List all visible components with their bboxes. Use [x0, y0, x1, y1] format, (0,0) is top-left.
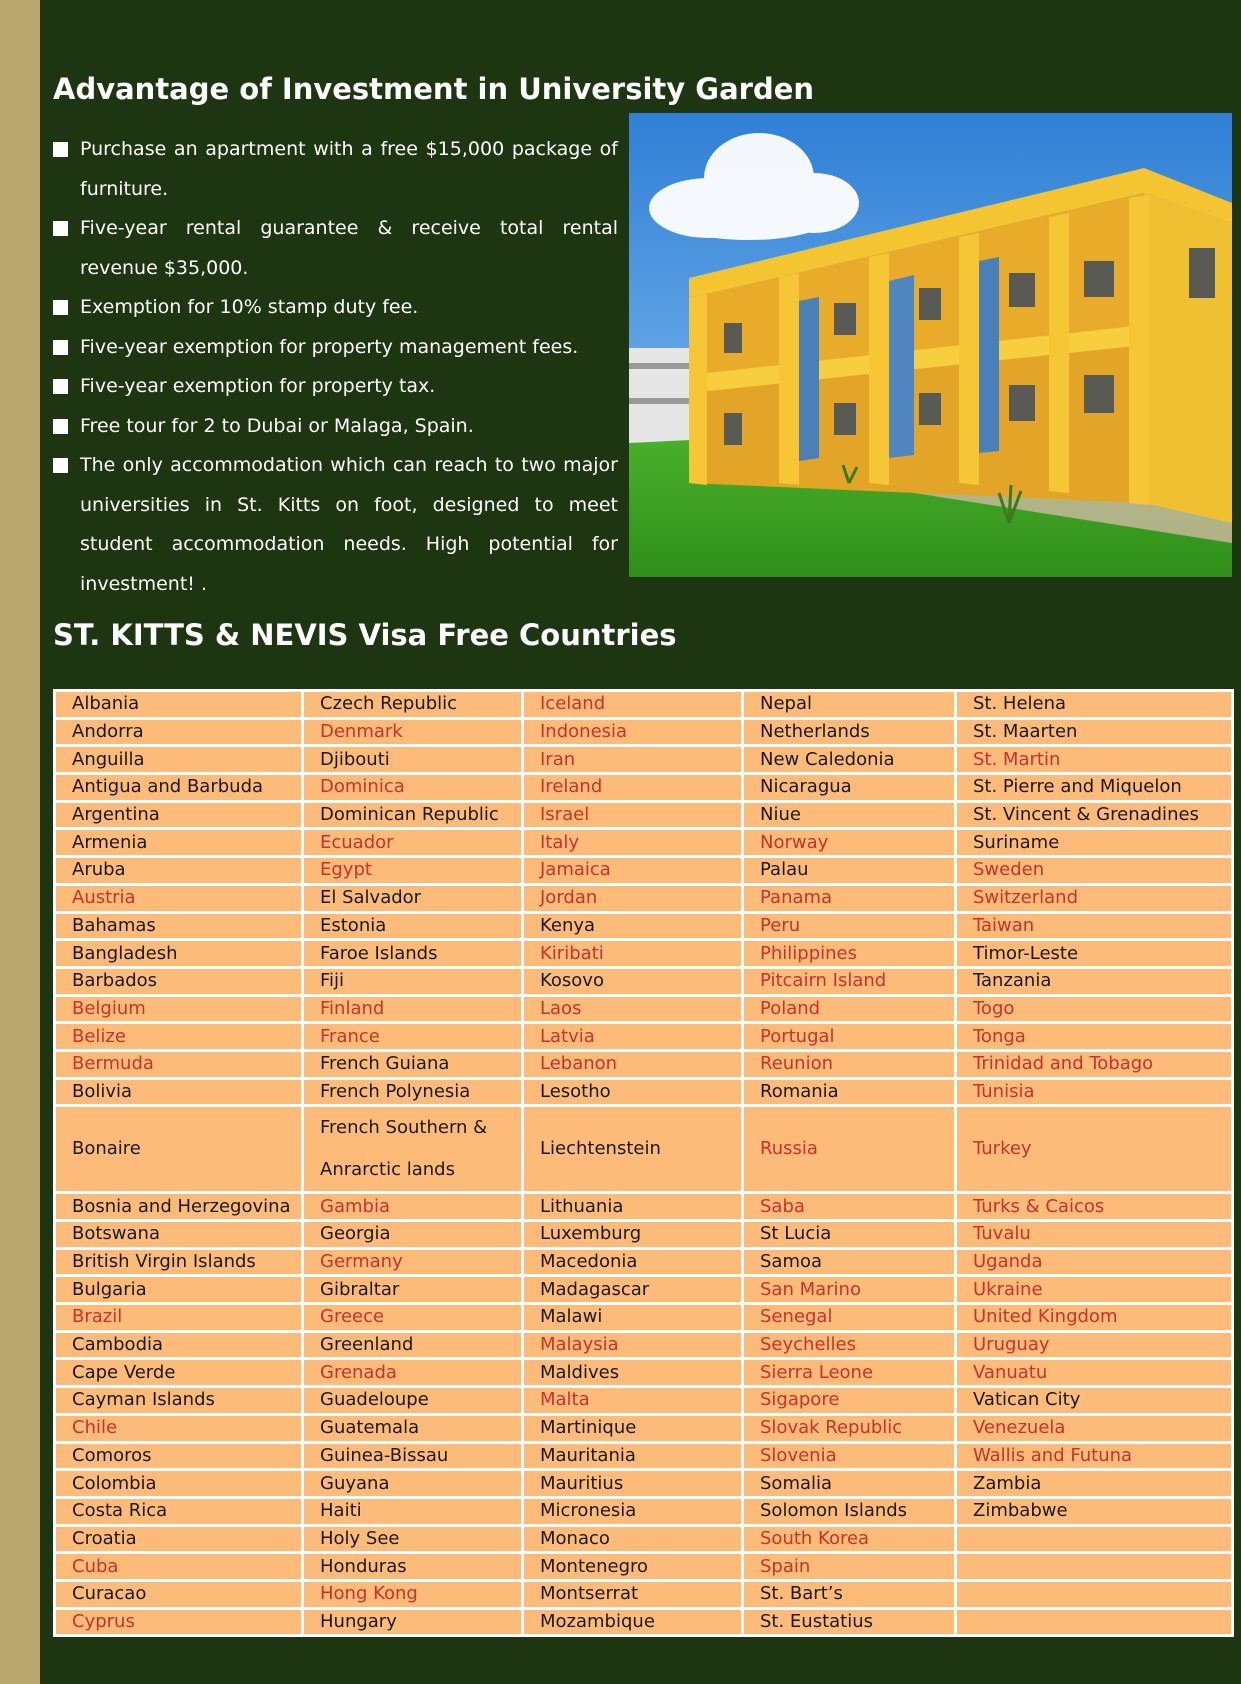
country-cell: Tanzania	[957, 969, 1231, 994]
country-cell: Faroe Islands	[304, 941, 521, 966]
country-cell: Hungary	[304, 1610, 521, 1635]
country-cell: Saba	[744, 1194, 954, 1219]
country-cell: Portugal	[744, 1024, 954, 1049]
country-cell: St. Pierre and Miquelon	[957, 775, 1231, 800]
country-cell: Monaco	[524, 1527, 741, 1552]
advantage-title: Advantage of Investment in University Garden	[53, 72, 815, 106]
advantage-bullet: Five-year exemption for property management fees.	[53, 328, 618, 368]
country-cell: Colombia	[56, 1471, 301, 1496]
country-cell: Dominica	[304, 775, 521, 800]
country-cell: Senegal	[744, 1305, 954, 1330]
country-cell: Tunisia	[957, 1080, 1231, 1105]
country-cell: Palau	[744, 858, 954, 883]
country-cell: Bolivia	[56, 1080, 301, 1105]
country-cell: Sierra Leone	[744, 1360, 954, 1385]
table-row	[56, 1333, 1231, 1358]
country-cell: Bulgaria	[56, 1277, 301, 1302]
country-cell: Jamaica	[524, 858, 741, 883]
country-cell: Botswana	[56, 1222, 301, 1247]
country-cell: Martinique	[524, 1416, 741, 1441]
country-cell: Fiji	[304, 969, 521, 994]
country-cell: Seychelles	[744, 1333, 954, 1358]
country-cell: Cyprus	[56, 1610, 301, 1635]
country-cell: Solomon Islands	[744, 1499, 954, 1524]
country-cell	[957, 1554, 1231, 1579]
country-cell: French Southern & Anrarctic lands	[304, 1107, 521, 1191]
country-cell: St. Helena	[957, 692, 1231, 717]
country-cell: Romania	[744, 1080, 954, 1105]
country-cell: Estonia	[304, 914, 521, 939]
country-cell: Guinea-Bissau	[304, 1444, 521, 1469]
country-cell: Montenegro	[524, 1554, 741, 1579]
country-cell: Argentina	[56, 803, 301, 828]
country-cell: Israel	[524, 803, 741, 828]
table-row	[56, 1554, 1231, 1579]
country-cell: Chile	[56, 1416, 301, 1441]
table-row	[56, 969, 1231, 994]
table-row	[56, 1080, 1231, 1105]
country-cell: Montserrat	[524, 1582, 741, 1607]
country-cell: Nicaragua	[744, 775, 954, 800]
country-cell: Curacao	[56, 1582, 301, 1607]
country-cell: Mozambique	[524, 1610, 741, 1635]
country-cell: Samoa	[744, 1250, 954, 1275]
country-cell: Lithuania	[524, 1194, 741, 1219]
country-cell: Malta	[524, 1388, 741, 1413]
country-cell: Taiwan	[957, 914, 1231, 939]
country-cell: Aruba	[56, 858, 301, 883]
building-photo	[629, 113, 1232, 577]
country-cell: Vanuatu	[957, 1360, 1231, 1385]
country-cell: Belgium	[56, 997, 301, 1022]
country-cell: Wallis and Futuna	[957, 1444, 1231, 1469]
country-cell: Togo	[957, 997, 1231, 1022]
country-cell: Timor-Leste	[957, 941, 1231, 966]
country-cell: Maldives	[524, 1360, 741, 1385]
country-cell: Kiribati	[524, 941, 741, 966]
table-row	[56, 1499, 1231, 1524]
country-cell: St Lucia	[744, 1222, 954, 1247]
country-cell: Bangladesh	[56, 941, 301, 966]
country-cell: Turks & Caicos	[957, 1194, 1231, 1219]
table-row	[56, 1305, 1231, 1330]
table-row	[56, 1250, 1231, 1275]
country-cell: Jordan	[524, 886, 741, 911]
table-row	[56, 1388, 1231, 1413]
country-cell: Armenia	[56, 830, 301, 855]
country-cell: St. Bart’s	[744, 1582, 954, 1607]
country-cell: Micronesia	[524, 1499, 741, 1524]
country-cell: Somalia	[744, 1471, 954, 1496]
advantage-bullet: Purchase an apartment with a free $15,000 package of furniture.	[53, 130, 618, 209]
country-cell: Norway	[744, 830, 954, 855]
country-cell: Austria	[56, 886, 301, 911]
visa-table-body	[56, 692, 1231, 1634]
country-cell: Anguilla	[56, 747, 301, 772]
country-cell: St. Vincent & Grenadines	[957, 803, 1231, 828]
country-cell: British Virgin Islands	[56, 1250, 301, 1275]
country-cell: Vatican City	[957, 1388, 1231, 1413]
country-cell: Latvia	[524, 1024, 741, 1049]
country-cell: Cuba	[56, 1554, 301, 1579]
country-cell: Finland	[304, 997, 521, 1022]
country-cell: Antigua and Barbuda	[56, 775, 301, 800]
table-row	[56, 1610, 1231, 1635]
country-cell: Georgia	[304, 1222, 521, 1247]
country-cell: Sigapore	[744, 1388, 954, 1413]
advantage-bullet: Five-year exemption for property tax.	[53, 367, 618, 407]
country-cell: Iceland	[524, 692, 741, 717]
country-cell: Uganda	[957, 1250, 1231, 1275]
country-cell: Trinidad and Tobago	[957, 1052, 1231, 1077]
table-row	[56, 1024, 1231, 1049]
country-cell: St. Martin	[957, 747, 1231, 772]
table-row	[56, 1277, 1231, 1302]
country-cell: Reunion	[744, 1052, 954, 1077]
country-cell: Iran	[524, 747, 741, 772]
country-cell: St. Maarten	[957, 720, 1231, 745]
table-row	[56, 886, 1231, 911]
country-cell: France	[304, 1024, 521, 1049]
table-row	[56, 1194, 1231, 1219]
country-cell: Guyana	[304, 1471, 521, 1496]
country-cell: Bermuda	[56, 1052, 301, 1077]
country-cell: Slovak Republic	[744, 1416, 954, 1441]
country-cell: Italy	[524, 830, 741, 855]
country-cell: Mauritius	[524, 1471, 741, 1496]
country-cell: Andorra	[56, 720, 301, 745]
table-row	[56, 1416, 1231, 1441]
country-cell: United Kingdom	[957, 1305, 1231, 1330]
country-cell: El Salvador	[304, 886, 521, 911]
country-cell: Cambodia	[56, 1333, 301, 1358]
country-cell: Kosovo	[524, 969, 741, 994]
country-cell: New Caledonia	[744, 747, 954, 772]
country-cell: St. Eustatius	[744, 1610, 954, 1635]
country-cell: Bahamas	[56, 914, 301, 939]
table-row	[56, 1527, 1231, 1552]
country-cell: Czech Republic	[304, 692, 521, 717]
country-cell: Niue	[744, 803, 954, 828]
country-cell: Kenya	[524, 914, 741, 939]
table-row	[56, 997, 1231, 1022]
country-cell: Bosnia and Herzegovina	[56, 1194, 301, 1219]
country-cell: Pitcairn Island	[744, 969, 954, 994]
visa-free-countries-table	[53, 689, 1234, 1637]
country-cell: South Korea	[744, 1527, 954, 1552]
table-row	[56, 1107, 1231, 1191]
country-cell: Djibouti	[304, 747, 521, 772]
country-cell: Suriname	[957, 830, 1231, 855]
country-cell: Honduras	[304, 1554, 521, 1579]
table-row	[56, 803, 1231, 828]
country-cell: Gambia	[304, 1194, 521, 1219]
table-row	[56, 1222, 1231, 1247]
country-cell: Turkey	[957, 1107, 1231, 1191]
country-cell: Bonaire	[56, 1107, 301, 1191]
country-cell: Russia	[744, 1107, 954, 1191]
country-cell: Cayman Islands	[56, 1388, 301, 1413]
country-cell: Switzerland	[957, 886, 1231, 911]
country-cell: Costa Rica	[56, 1499, 301, 1524]
apartment-building-illustration	[629, 113, 1232, 577]
table-row	[56, 720, 1231, 745]
country-cell: Tonga	[957, 1024, 1231, 1049]
country-cell: Ecuador	[304, 830, 521, 855]
country-cell: Mauritania	[524, 1444, 741, 1469]
country-cell: Denmark	[304, 720, 521, 745]
country-cell: Ukraine	[957, 1277, 1231, 1302]
table-row	[56, 914, 1231, 939]
advantage-bullet: Exemption for 10% stamp duty fee.	[53, 288, 618, 328]
country-cell: Liechtenstein	[524, 1107, 741, 1191]
country-cell: Poland	[744, 997, 954, 1022]
country-cell: Slovenia	[744, 1444, 954, 1469]
country-cell: Panama	[744, 886, 954, 911]
country-cell: Croatia	[56, 1527, 301, 1552]
country-cell	[957, 1527, 1231, 1552]
country-cell: Malaysia	[524, 1333, 741, 1358]
advantage-bullet: Five-year rental guarantee & receive total rental revenue $35,000.	[53, 209, 618, 288]
advantage-bullet: Free tour for 2 to Dubai or Malaga, Spain.	[53, 407, 618, 447]
country-cell: Gibraltar	[304, 1277, 521, 1302]
table-row	[56, 1471, 1231, 1496]
country-cell: French Polynesia	[304, 1080, 521, 1105]
country-cell: Holy See	[304, 1527, 521, 1552]
advantage-bullet: The only accommodation which can reach to two major universities in St. Kitts on foot, designed to meet student accommodation needs. High potential for investment! .	[53, 446, 618, 604]
country-cell: Cape Verde	[56, 1360, 301, 1385]
country-cell: Haiti	[304, 1499, 521, 1524]
country-cell: Indonesia	[524, 720, 741, 745]
country-cell: Barbados	[56, 969, 301, 994]
visa-free-title: ST. KITTS & NEVIS Visa Free Countries	[53, 618, 677, 652]
country-cell: Venezuela	[957, 1416, 1231, 1441]
table-row	[56, 1360, 1231, 1385]
country-cell: French Guiana	[304, 1052, 521, 1077]
country-cell: Spain	[744, 1554, 954, 1579]
country-cell: Tuvalu	[957, 1222, 1231, 1247]
table-row	[56, 830, 1231, 855]
country-cell: Dominican Republic	[304, 803, 521, 828]
country-cell: Peru	[744, 914, 954, 939]
country-cell: Uruguay	[957, 1333, 1231, 1358]
side-strip	[0, 0, 40, 1684]
country-cell: Nepal	[744, 692, 954, 717]
country-cell	[957, 1582, 1231, 1607]
country-cell: Greece	[304, 1305, 521, 1330]
table-row	[56, 1582, 1231, 1607]
table-row	[56, 747, 1231, 772]
country-cell: Netherlands	[744, 720, 954, 745]
country-cell: Macedonia	[524, 1250, 741, 1275]
table-row	[56, 858, 1231, 883]
country-cell: Belize	[56, 1024, 301, 1049]
country-cell: Ireland	[524, 775, 741, 800]
table-row	[56, 775, 1231, 800]
table-row	[56, 941, 1231, 966]
country-cell: Lesotho	[524, 1080, 741, 1105]
country-cell: Philippines	[744, 941, 954, 966]
country-cell: Luxemburg	[524, 1222, 741, 1247]
country-cell: Zambia	[957, 1471, 1231, 1496]
country-cell: Guadeloupe	[304, 1388, 521, 1413]
country-cell: Germany	[304, 1250, 521, 1275]
table-row	[56, 692, 1231, 717]
country-cell: Comoros	[56, 1444, 301, 1469]
country-cell: Hong Kong	[304, 1582, 521, 1607]
country-cell: Brazil	[56, 1305, 301, 1330]
table-row	[56, 1052, 1231, 1077]
country-cell: Sweden	[957, 858, 1231, 883]
advantage-bullet-list	[53, 130, 618, 604]
table-row	[56, 1444, 1231, 1469]
country-cell: Zimbabwe	[957, 1499, 1231, 1524]
country-cell: San Marino	[744, 1277, 954, 1302]
country-cell: Lebanon	[524, 1052, 741, 1077]
country-cell: Laos	[524, 997, 741, 1022]
country-cell	[957, 1610, 1231, 1635]
country-cell: Albania	[56, 692, 301, 717]
country-cell: Grenada	[304, 1360, 521, 1385]
country-cell: Egypt	[304, 858, 521, 883]
country-cell: Madagascar	[524, 1277, 741, 1302]
country-cell: Greenland	[304, 1333, 521, 1358]
country-cell: Guatemala	[304, 1416, 521, 1441]
country-cell: Malawi	[524, 1305, 741, 1330]
